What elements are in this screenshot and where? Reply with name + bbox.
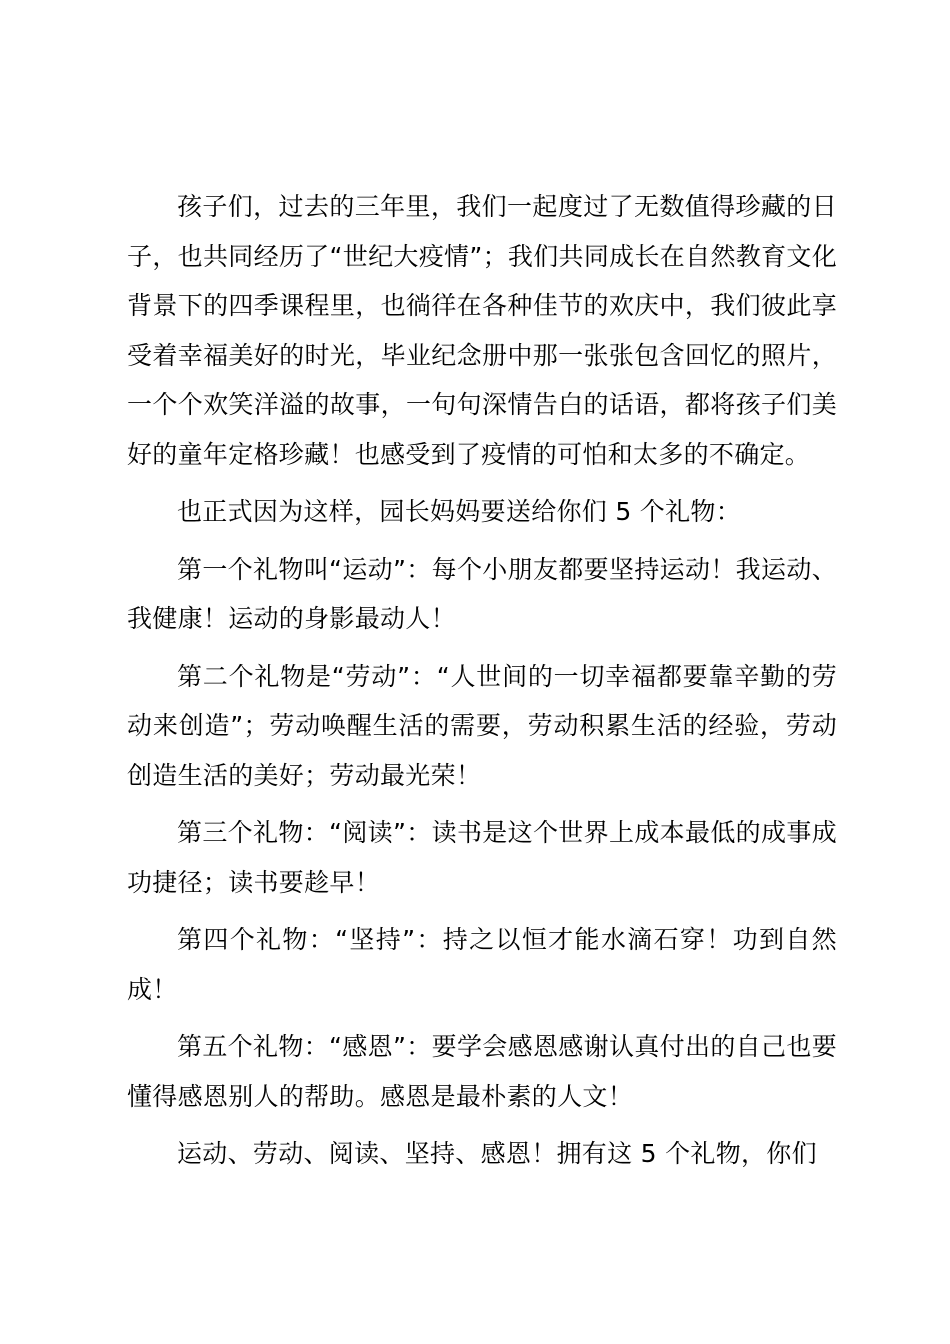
paragraph-summary: 运动、劳动、阅读、坚持、感恩！拥有这 5 个礼物，你们	[177, 1139, 817, 1168]
paragraph-gift-reading: 第三个礼物：“阅读”：读书是这个世界上成本最低的成事成功捷径；读书要趁早！	[127, 818, 837, 897]
paragraph-gift-gratitude: 第五个礼物：“感恩”：要学会感恩感谢认真付出的自己也要懂得感恩别人的帮助。感恩是最朴素的人文！	[127, 1032, 837, 1111]
paragraph-five-gifts-intro: 也正式因为这样，园长妈妈要送给你们 5 个礼物：	[177, 497, 742, 526]
paragraph-memories: 孩子们，过去的三年里，我们一起度过了无数值得珍藏的日子，也共同经历了“世纪大疫情”；我们共同成长在自然教育文化背景下的四季课程里，也徜徉在各种佳节的欢庆中，我们彼此享受着幸福美好的时光，毕业纪念册中那一张张包含回忆的照片，一个个欢笑洋溢的故事，一句句深情告白的话语，都将孩子们美好的童年定格珍藏！也感受到了疫情的可怕和太多的不确定。	[127, 192, 837, 469]
paragraph-gift-labor: 第二个礼物是“劳动”：“人世间的一切幸福都要靠辛勤的劳动来创造”；劳动唤醒生活的需要，劳动积累生活的经验，劳动创造生活的美好；劳动最光荣！	[127, 661, 837, 790]
document-body	[127, 182, 837, 1187]
paragraph-gift-persistence: 第四个礼物：“坚持”：持之以恒才能水滴石穿！功到自然成！	[127, 925, 837, 1004]
paragraph-gift-exercise: 第一个礼物叫“运动”：每个小朋友都要坚持运动！我运动、我健康！运动的身影最动人！	[127, 554, 837, 633]
